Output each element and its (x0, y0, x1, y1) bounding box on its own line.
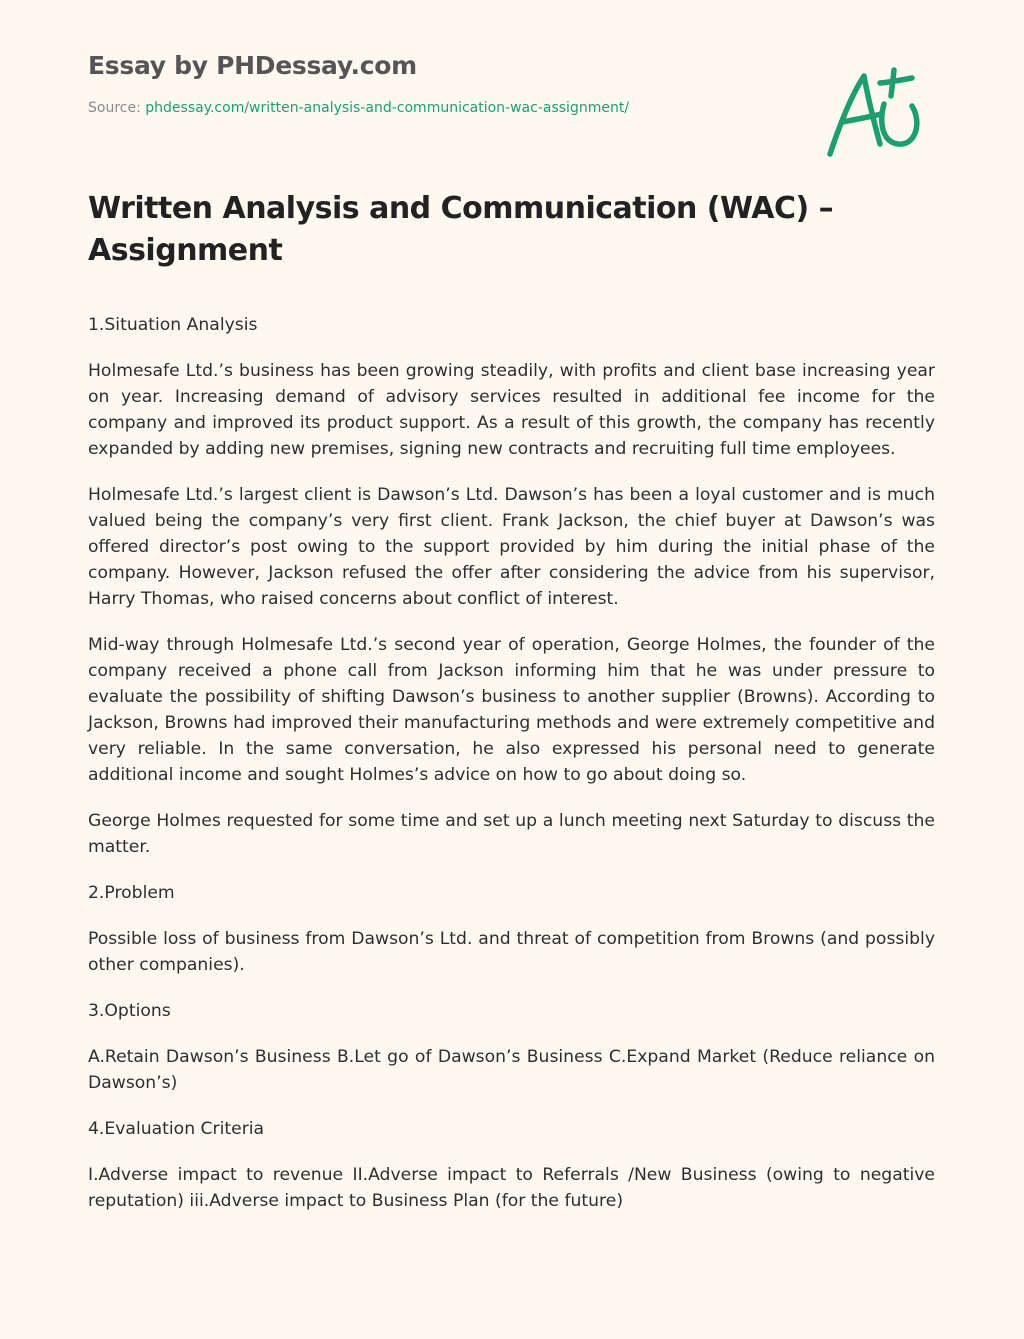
essay-paragraph: Mid-way through Holmesafe Ltd.’s second year of operation, George Holmes, the founder of the company received a phone call from Jackson informing him that he was under pressure to evaluate the possibility of shifting Dawson’s business to another supplier (Browns). According to Jackson, Browns had improved their manufacturing methods and were extremely competitive and very reliable. In the same conversation, he also expressed his personal need to generate additional income and sought Holmes’s advice on how to go about doing so. (88, 635, 935, 785)
a-plus-grade-svg (824, 66, 928, 162)
source-label: Source: (88, 100, 146, 116)
essay-paragraph: Holmesafe Ltd.’s largest client is Dawson’s Ltd. Dawson’s has been a loyal customer and is much valued being the company’s very first client. Frank Jackson, the chief buyer at Dawson’s was offered director’s post owing to the support provided by him during the initial phase of the company. However, Jackson refused the offer after considering the advice from his supervisor, Harry Thomas, who raised concerns about conflict of interest. (88, 485, 935, 609)
essay-paragraph: I.Adverse impact to revenue II.Adverse impact to Referrals /New Business (owing to negative reputation) iii.Adverse impact to Business Plan (for the future) (88, 1165, 935, 1211)
section-heading: 4.Evaluation Criteria (88, 1119, 265, 1139)
page-title: Written Analysis and Communication (WAC) – Assignment (88, 191, 834, 268)
essay-paragraph: Holmesafe Ltd.’s business has been growing steadily, with profits and client base increasing year on year. Increasing demand of advisory services resulted in additional fee income for the company and improved its product support. As a result of this growth, the company has recently expanded by adding new premises, signing new contracts and recruiting full time employees. (88, 361, 935, 459)
section-heading: 3.Options (88, 1001, 171, 1021)
essay-body (88, 312, 935, 1234)
site-brand: Essay by PHDessay.com (88, 51, 417, 80)
section-heading: 2.Problem (88, 883, 175, 903)
essay-paragraph: George Holmes requested for some time and set up a lunch meeting next Saturday to discuss the matter. (88, 811, 935, 857)
source-line (88, 98, 788, 118)
site-header (88, 50, 788, 118)
source-link[interactable]: phdessay.com/written-analysis-and-communication-wac-assignment/ (145, 100, 630, 116)
a-plus-grade-icon (824, 66, 928, 162)
section-heading: 1.Situation Analysis (88, 315, 258, 335)
essay-paragraph: A.Retain Dawson’s Business B.Let go of Dawson’s Business C.Expand Market (Reduce reliance on Dawson’s) (88, 1047, 935, 1093)
essay-paragraph: Possible loss of business from Dawson’s Ltd. and threat of competition from Browns (and possibly other companies). (88, 929, 935, 975)
